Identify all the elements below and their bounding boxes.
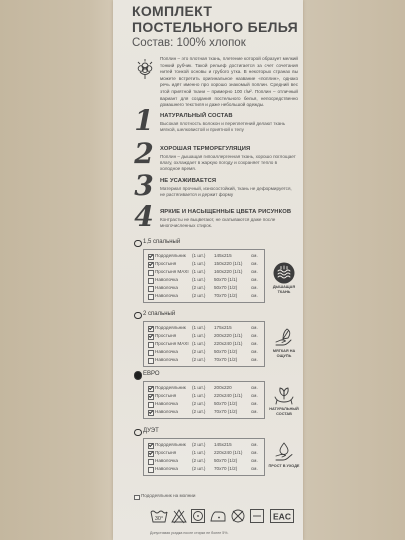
- item-name: Пододеяльник: [155, 325, 186, 330]
- item-size: 175х215: [214, 325, 232, 330]
- item-quantity: (1 шт.): [192, 277, 206, 282]
- item-name: Простыня: [155, 261, 177, 266]
- zipper-option-label: Пододеяльник на молнии: [141, 493, 196, 498]
- badge-label: НАТУРАЛЬНЫЙ СОСТАВ: [269, 407, 299, 416]
- item-quantity: (1 шт.): [192, 385, 206, 390]
- item-quantity: (1 шт.): [192, 325, 206, 330]
- item-size: 70х70 (1/2): [214, 293, 238, 298]
- feature-number: 2: [134, 137, 154, 170]
- item-name: Простыня MAXI: [155, 269, 189, 274]
- item-quantity: (2 шт.): [192, 409, 206, 414]
- row-checkbox[interactable]: [148, 270, 154, 276]
- feature-text: Высокая плотность волокон и переплетений делают ткань мягкой, шелковистой и приятной к телу: [160, 121, 286, 133]
- item-size: 145х215: [214, 253, 232, 258]
- no-dry-clean-icon: [230, 508, 246, 524]
- care-symbols: [150, 508, 298, 526]
- item-quantity: (2 шт.): [192, 401, 206, 406]
- table-row: [144, 449, 264, 457]
- item-quantity: (2 шт.): [192, 442, 206, 447]
- item-unit: см.: [251, 450, 258, 455]
- iron-icon: [209, 508, 227, 524]
- table-row: [144, 340, 264, 348]
- item-name: Наволочка: [155, 357, 178, 362]
- soft-touch-feather-icon: [273, 326, 295, 348]
- item-size: 50х70 (1/2): [214, 349, 238, 354]
- item-unit: см.: [251, 349, 258, 354]
- intro-text: Поплин – это плотная ткань, плетение которой образует мелкий тонкий рубчик. Такой рельеф достигается за счет сочетания нитей тонкой основы и грубого утка. В некоторых странах вы можете встретить оригинальное название «поплин», однако речь идёт именно про хорошо знакомый поплин. Средний вес этой приятной ткани – примерно 100 г/м². Поплин – отличный вариант для создания постельного белья, непосредственно домашнего текстиля и даже небольшой одежды.: [160, 56, 298, 108]
- dry-flat-icon: [249, 508, 265, 524]
- item-name: Простыня: [155, 450, 177, 455]
- badge-natural: [266, 384, 302, 416]
- row-checkbox[interactable]: [148, 451, 154, 457]
- table-row: [144, 284, 264, 292]
- row-checkbox[interactable]: [148, 394, 154, 400]
- row-checkbox[interactable]: [148, 386, 154, 392]
- size-table: [143, 249, 265, 303]
- badge-easy-care: [266, 441, 302, 469]
- table-row: [144, 384, 264, 392]
- badge-soft: [266, 326, 302, 358]
- row-checkbox[interactable]: [148, 459, 154, 465]
- feature-heading: ЯРКИЕ И НАСЫЩЕННЫЕ ЦВЕТА РИСУНКОВ: [160, 209, 292, 215]
- item-size: 220х240 (1/1): [214, 341, 243, 346]
- item-unit: см.: [251, 341, 258, 346]
- item-quantity: (2 шт.): [192, 293, 206, 298]
- composition: Состав: 100% хлопок: [132, 37, 246, 49]
- item-quantity: (1 шт.): [192, 450, 206, 455]
- item-unit: см.: [251, 269, 258, 274]
- row-checkbox[interactable]: [148, 262, 154, 268]
- item-size: 70х70 (1/2): [214, 466, 238, 471]
- feature-number: 4: [134, 200, 154, 233]
- feature-number: 1: [134, 104, 154, 137]
- size-radio-euro[interactable]: [134, 371, 143, 380]
- item-name: Наволочка: [155, 349, 178, 354]
- item-size: 70х70 (1/2): [214, 409, 238, 414]
- table-row: [144, 268, 264, 276]
- tumble-dry-icon: [190, 508, 206, 524]
- item-quantity: (1 шт.): [192, 393, 206, 398]
- item-unit: см.: [251, 401, 258, 406]
- table-row: [144, 260, 264, 268]
- feature-heading: НАТУРАЛЬНЫЙ СОСТАВ: [160, 113, 233, 119]
- shrinkage-note: Допустимая усадка после стирки не более 5%.: [150, 531, 229, 535]
- zipper-checkbox[interactable]: [134, 495, 140, 501]
- size-table: [143, 438, 265, 476]
- item-unit: см.: [251, 253, 258, 258]
- size-label: ЕВРО: [143, 371, 160, 377]
- table-row: [144, 324, 264, 332]
- size-radio-2[interactable]: [134, 312, 142, 320]
- item-size: 150х220 (1/1): [214, 261, 243, 266]
- product-title: [132, 3, 298, 35]
- table-row: [144, 356, 264, 364]
- feature-text: Поплин – дышащая гипоаллергенная ткань, хорошо поглощает влагу, охлаждает в жаркую погоду и сохраняет тепло в холодное время.: [160, 154, 296, 172]
- item-size: 220х240 (1/1): [214, 393, 243, 398]
- table-row: [144, 252, 264, 260]
- item-name: Наволочка: [155, 466, 178, 471]
- table-row: [144, 457, 264, 465]
- feature-heading: ХОРОШАЯ ТЕРМОРЕГУЛЯЦИЯ: [160, 146, 251, 152]
- table-row: [144, 465, 264, 473]
- badge-label: ДЫШАЩАЯ ТКАНЬ: [272, 285, 296, 294]
- item-name: Наволочка: [155, 401, 178, 406]
- row-checkbox[interactable]: [148, 410, 154, 416]
- item-unit: см.: [251, 385, 258, 390]
- row-checkbox[interactable]: [148, 467, 154, 473]
- item-unit: см.: [251, 285, 258, 290]
- item-name: Пододеяльник: [155, 385, 186, 390]
- table-row: [144, 276, 264, 284]
- table-row: [144, 408, 264, 416]
- item-unit: см.: [251, 458, 258, 463]
- wash-temperature: 30°: [154, 516, 164, 522]
- cotton-flower-icon: [134, 58, 156, 80]
- size-label: 2 спальный: [143, 311, 176, 317]
- feature-text: Материал прочный, износостойкий, ткань не деформируется, не растягивается и держит форму: [160, 186, 292, 198]
- eac-mark: [270, 508, 294, 524]
- row-checkbox[interactable]: [148, 443, 154, 449]
- eac-text: EAC: [273, 511, 291, 522]
- item-size: 145х215: [214, 442, 232, 447]
- item-quantity: (2 шт.): [192, 458, 206, 463]
- item-name: Наволочка: [155, 277, 178, 282]
- table-row: [144, 332, 264, 340]
- row-checkbox[interactable]: [148, 294, 154, 300]
- easy-care-hand-icon: [273, 441, 295, 463]
- feature-text: Контрасты не выцветают, не скатываются даже после многочисленных стирок.: [160, 217, 276, 229]
- table-row: [144, 292, 264, 300]
- row-checkbox[interactable]: [148, 334, 154, 340]
- item-name: Наволочка: [155, 293, 178, 298]
- no-bleach-icon: [171, 508, 187, 524]
- item-unit: см.: [251, 357, 258, 362]
- row-checkbox[interactable]: [148, 342, 154, 348]
- feature-number: 3: [134, 169, 154, 202]
- row-checkbox[interactable]: [148, 254, 154, 260]
- item-size: 50х70 (1/2): [214, 458, 238, 463]
- item-quantity: (1 шт.): [192, 253, 206, 258]
- size-radio-1-5[interactable]: [134, 240, 142, 248]
- item-size: 200х220 (1/1): [214, 333, 243, 338]
- item-unit: см.: [251, 466, 258, 471]
- item-unit: см.: [251, 325, 258, 330]
- item-unit: см.: [251, 293, 258, 298]
- item-quantity: (2 шт.): [192, 349, 206, 354]
- table-row: [144, 400, 264, 408]
- wash-30-icon: [150, 508, 168, 524]
- item-name: Наволочка: [155, 409, 178, 414]
- item-unit: см.: [251, 333, 258, 338]
- row-checkbox[interactable]: [148, 350, 154, 356]
- item-quantity: (2 шт.): [192, 285, 206, 290]
- item-unit: см.: [251, 277, 258, 282]
- row-checkbox[interactable]: [148, 402, 154, 408]
- row-checkbox[interactable]: [148, 326, 154, 332]
- badge-label: ПРОСТ В УХОДЕ: [268, 464, 300, 468]
- item-name: Наволочка: [155, 285, 178, 290]
- table-row: [144, 441, 264, 449]
- badge-breathable: [266, 262, 302, 294]
- item-size: 200х220: [214, 385, 232, 390]
- row-checkbox[interactable]: [148, 358, 154, 364]
- row-checkbox[interactable]: [148, 278, 154, 284]
- row-checkbox[interactable]: [148, 286, 154, 292]
- item-size: 220х240 (1/1): [214, 450, 243, 455]
- title-line-1: КОМПЛЕКТ: [132, 3, 213, 19]
- item-size: 50х70 (1/1): [214, 277, 238, 282]
- feature-heading: НЕ УСАЖИВАЕТСЯ: [160, 178, 217, 184]
- item-size: 50х70 (1/2): [214, 401, 238, 406]
- item-quantity: (1 шт.): [192, 341, 206, 346]
- item-name: Пододеяльник: [155, 253, 186, 258]
- item-size: 50х70 (1/2): [214, 285, 238, 290]
- item-quantity: (1 шт.): [192, 333, 206, 338]
- item-size: 160х220 (1/1): [214, 269, 243, 274]
- size-table: [143, 381, 265, 419]
- size-label: 1,5 спальный: [143, 239, 181, 245]
- item-name: Наволочка: [155, 458, 178, 463]
- item-quantity: (2 шт.): [192, 466, 206, 471]
- item-name: Простыня: [155, 333, 177, 338]
- size-label: ДУЭТ: [143, 428, 159, 434]
- leaf-in-hands-icon: [273, 384, 295, 406]
- item-quantity: (1 шт.): [192, 269, 206, 274]
- item-name: Простыня MAXI: [155, 341, 189, 346]
- size-radio-duet[interactable]: [134, 429, 142, 437]
- item-size: 70х70 (1/2): [214, 357, 238, 362]
- badge-label: МЯГКАЯ НА ОЩУПЬ: [272, 349, 296, 358]
- item-name: Пододеяльник: [155, 442, 186, 447]
- table-row: [144, 392, 264, 400]
- item-name: Простыня: [155, 393, 177, 398]
- item-unit: см.: [251, 261, 258, 266]
- item-unit: см.: [251, 442, 258, 447]
- item-unit: см.: [251, 393, 258, 398]
- item-unit: см.: [251, 409, 258, 414]
- size-table: [143, 321, 265, 367]
- item-quantity: (1 шт.): [192, 261, 206, 266]
- table-row: [144, 348, 264, 356]
- breathable-fabric-icon: [273, 262, 295, 284]
- title-line-2: ПОСТЕЛЬНОГО БЕЛЬЯ: [132, 19, 298, 35]
- item-quantity: (2 шт.): [192, 357, 206, 362]
